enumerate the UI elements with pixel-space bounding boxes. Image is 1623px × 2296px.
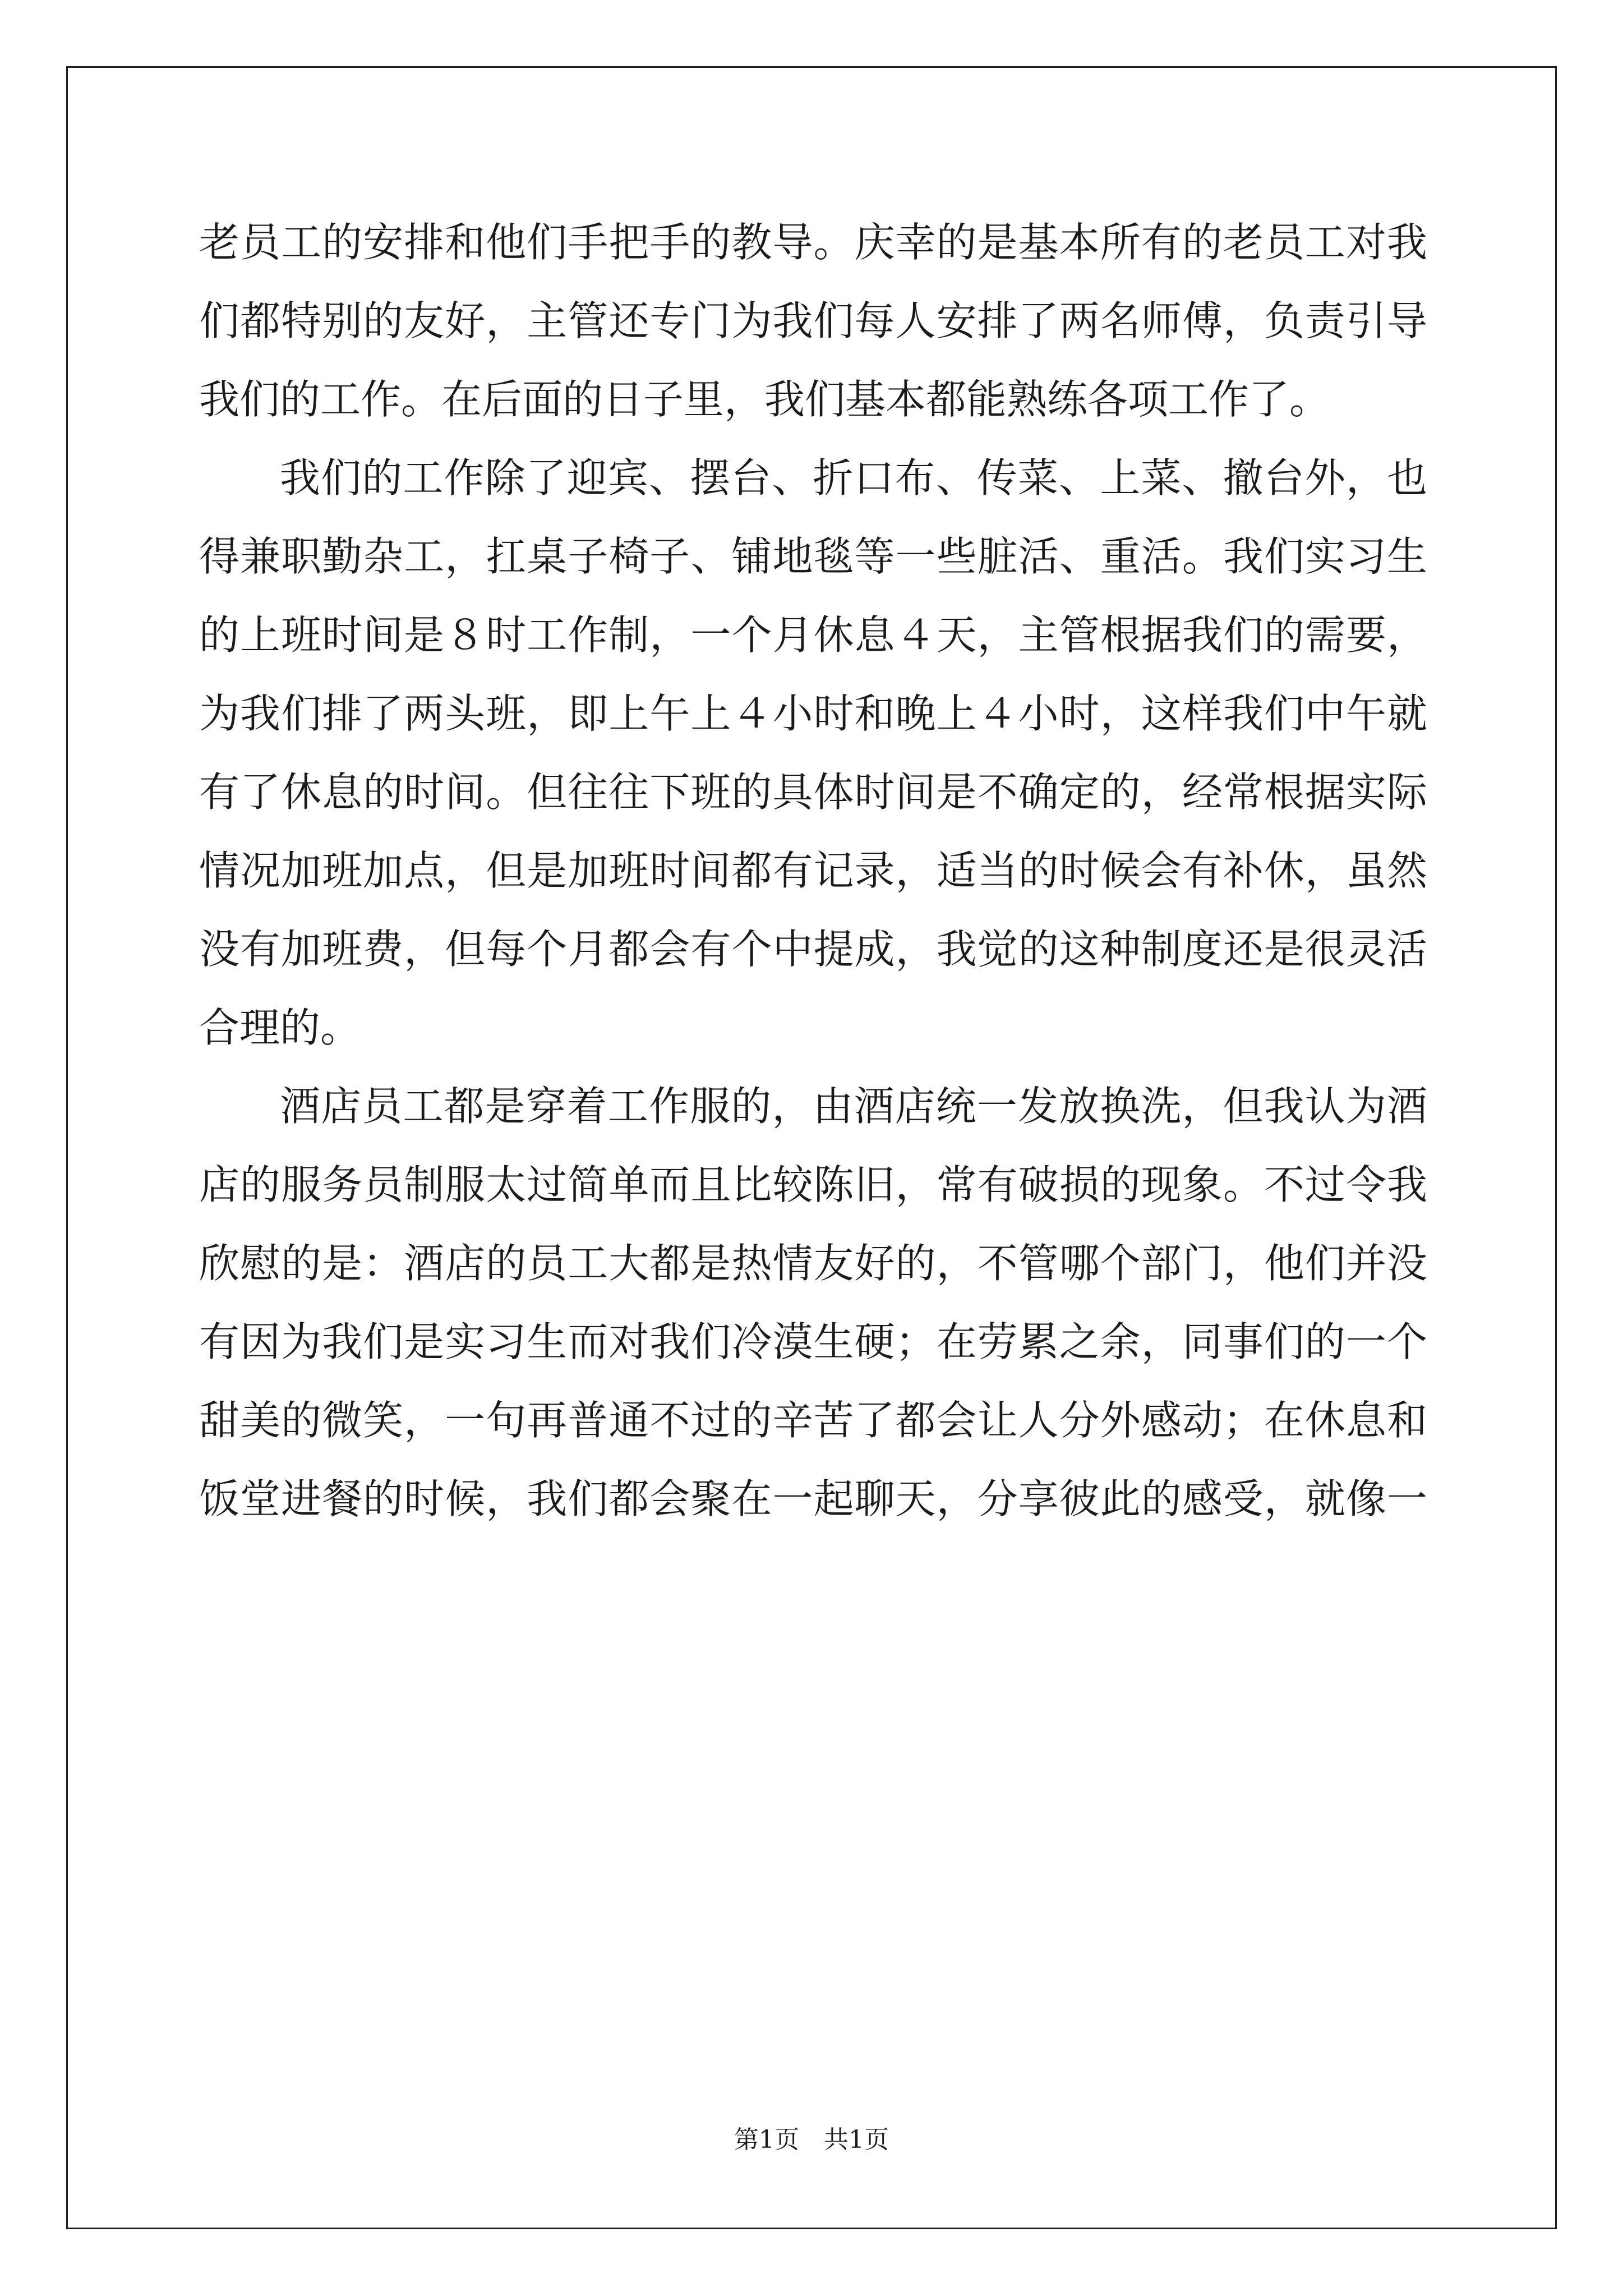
text-line: 有因为我们是实习生而对我们冷漠生硬；在劳累之余，同事们的一个 bbox=[199, 1318, 1427, 1365]
text-line: 为我们排了两头班，即上午上４小时和晚上４小时，这样我们中午就 bbox=[199, 690, 1427, 737]
text-line: 有了休息的时间。但往往下班的具体时间是不确定的，经常根据实际 bbox=[199, 769, 1427, 816]
text-line: 没有加班费，但每个月都会有个中提成，我觉的这种制度还是很灵活 bbox=[199, 926, 1427, 973]
text-line: 我们的工作。在后面的日子里，我们基本都能熟练各项工作了。 bbox=[199, 376, 1330, 423]
text-line: 情况加班加点，但是加班时间都有记录，适当的时候会有补休，虽然 bbox=[199, 847, 1427, 894]
text-line: 店的服务员制服太过简单而且比较陈旧，常有破损的现象。不过令我 bbox=[199, 1161, 1427, 1208]
text-line: 得兼职勤杂工，扛桌子椅子、铺地毯等一些脏活、重活。我们实习生 bbox=[199, 533, 1427, 580]
text-line: 饭堂进餐的时候，我们都会聚在一起聊天，分享彼此的感受，就像一 bbox=[199, 1475, 1427, 1522]
text-line: 的上班时间是８时工作制，一个月休息４天，主管根据我们的需要， bbox=[199, 611, 1427, 659]
text-line: 老员工的安排和他们手把手的教导。庆幸的是基本所有的老员工对我 bbox=[199, 219, 1427, 266]
text-line: 甜美的微笑，一句再普通不过的辛苦了都会让人分外感动；在休息和 bbox=[199, 1397, 1427, 1444]
text-line: 们都特别的友好，主管还专门为我们每人安排了两名师傅，负责引导 bbox=[199, 297, 1427, 344]
page-number-footer: 第1页 共1页 bbox=[734, 2125, 889, 2154]
text-line: 合理的。 bbox=[199, 1004, 361, 1051]
text-line: 欣慰的是：酒店的员工大都是热情友好的，不管哪个部门，他们并没 bbox=[199, 1240, 1427, 1287]
paragraph-first-line: 我们的工作除了迎宾、摆台、折口布、传菜、上菜、撤台外，也 bbox=[280, 454, 1427, 501]
paragraph-first-line: 酒店员工都是穿着工作服的，由酒店统一发放换洗，但我认为酒 bbox=[280, 1083, 1427, 1130]
